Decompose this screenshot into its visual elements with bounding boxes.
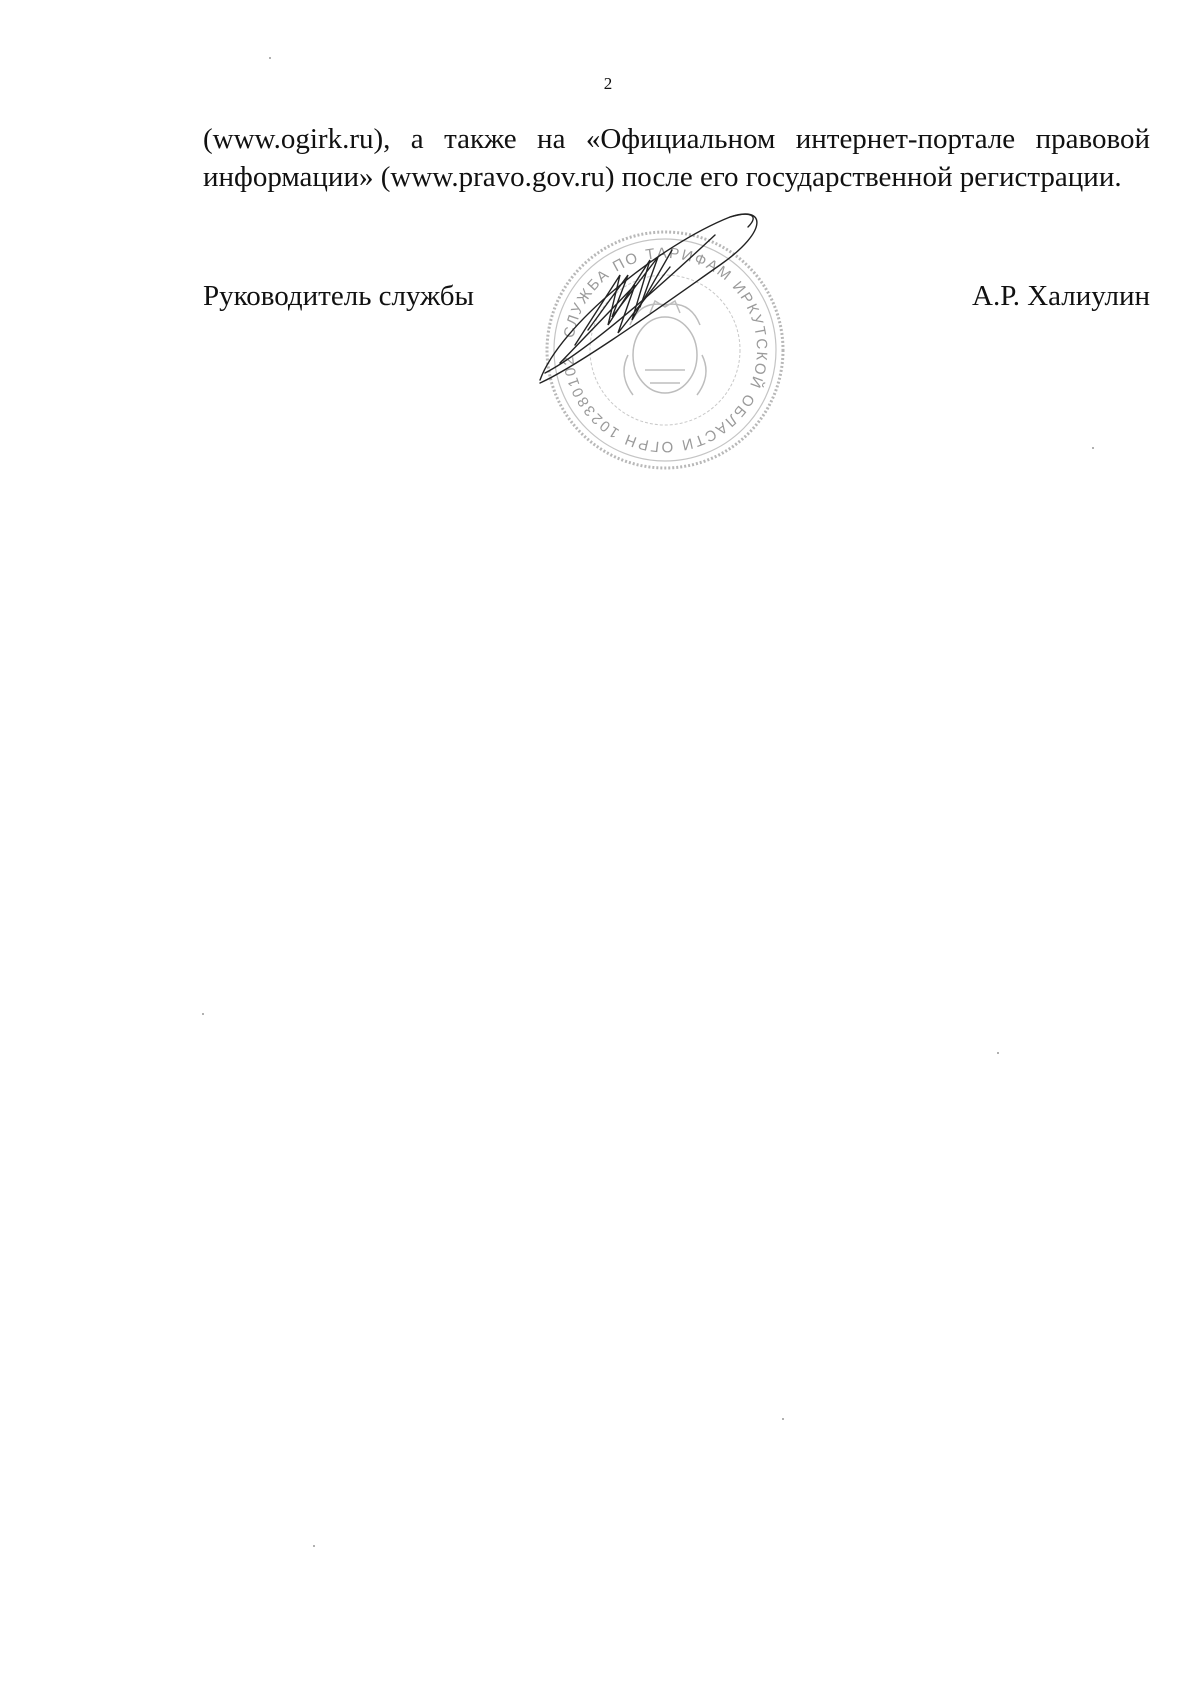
seal-graphic — [500, 205, 830, 485]
scan-speck — [269, 57, 271, 59]
signer-name: А.Р. Халиулин — [972, 280, 1150, 312]
scan-speck — [202, 1013, 204, 1015]
scan-speck — [997, 1052, 999, 1054]
emblem-icon — [624, 301, 706, 395]
page-number: 2 — [603, 74, 613, 93]
scan-speck — [782, 1418, 784, 1420]
seal-outer-ring — [547, 232, 783, 468]
scan-speck — [313, 1545, 315, 1547]
seal-outer-text: СЛУЖБА ПО ТАРИФАМ ИРКУТСКОЙ ОБЛАСТИ ОГРН 102380102 — [560, 244, 771, 456]
scan-speck — [1092, 447, 1094, 449]
signer-position: Руководитель службы — [203, 280, 475, 312]
body-paragraph — [203, 120, 1150, 196]
body-line-1: (www.ogirk.ru), а также на «Официальном интернет-портале правовой — [203, 123, 1150, 155]
body-line-2: информации» (www.pravo.gov.ru) после его государственной регистрации. — [203, 161, 1122, 193]
official-seal-and-signature — [500, 205, 830, 485]
